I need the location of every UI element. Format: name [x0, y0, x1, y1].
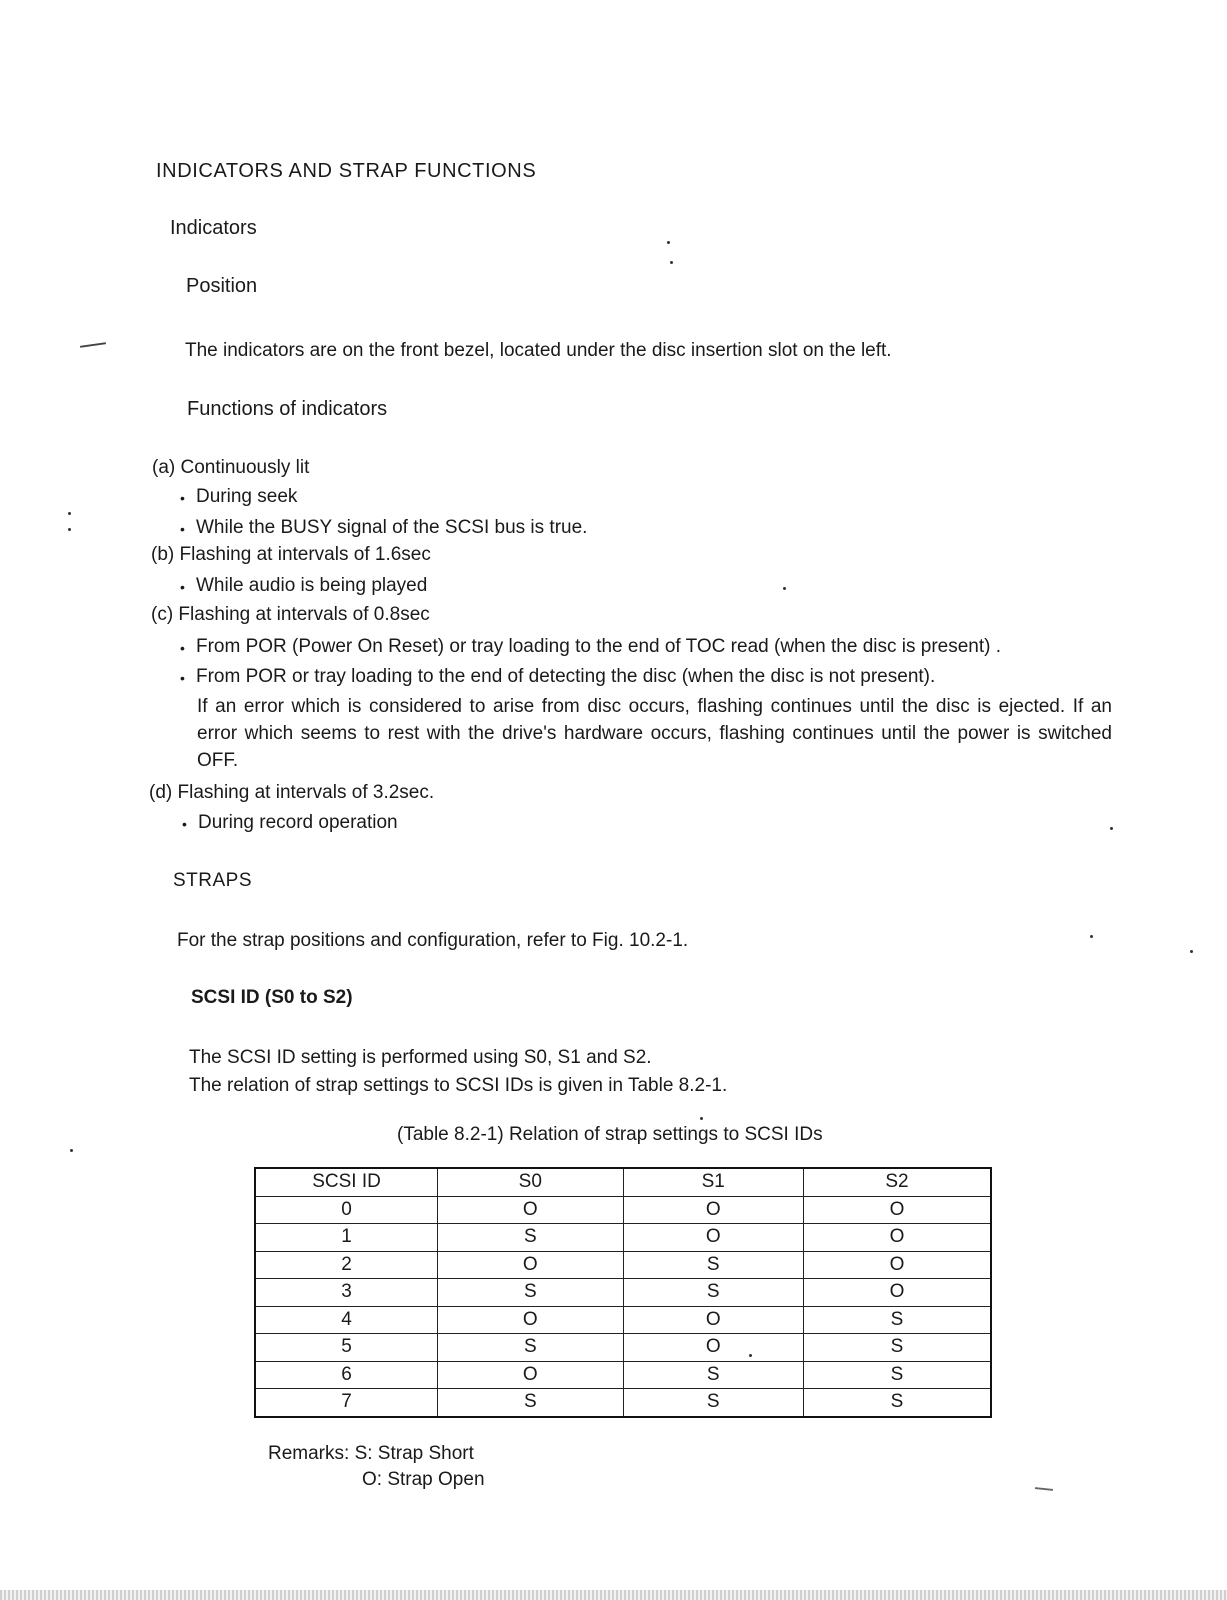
function-d-label: (d) Flashing at intervals of 3.2sec.	[149, 782, 435, 803]
table-cell: S	[438, 1334, 623, 1362]
scsi-text-line-1: The SCSI ID setting is performed using S0, S1 and S2.	[189, 1047, 652, 1068]
remarks-line-1: Remarks: S: Strap Short	[268, 1443, 474, 1464]
function-a-item: • While the BUSY signal of the SCSI bus is true.	[196, 517, 587, 539]
table-cell: 2	[255, 1251, 438, 1279]
table-cell: O	[623, 1224, 803, 1252]
table-row	[255, 1306, 991, 1334]
straps-intro: For the strap positions and configuration, refer to Fig. 10.2-1.	[177, 930, 689, 951]
table-row	[255, 1196, 991, 1224]
subsection-title-position: Position	[186, 275, 258, 297]
table-cell: 6	[255, 1361, 438, 1389]
table-caption: (Table 8.2-1) Relation of strap settings to SCSI IDs	[397, 1124, 823, 1145]
table-row	[255, 1279, 991, 1307]
table-row	[255, 1361, 991, 1389]
function-c-label: (c) Flashing at intervals of 0.8sec	[151, 604, 430, 625]
table-cell: S	[438, 1389, 623, 1417]
function-a-item: • During seek	[196, 486, 297, 508]
table-cell: O	[438, 1361, 623, 1389]
table-header-cell: SCSI ID	[255, 1168, 438, 1196]
page-heading: INDICATORS AND STRAP FUNCTIONS	[156, 160, 537, 182]
subsection-title-scsi-id: SCSI ID (S0 to S2)	[191, 987, 353, 1008]
function-d-item: • During record operation	[198, 812, 398, 834]
table-header-cell: S0	[438, 1168, 623, 1196]
scan-bottom-edge	[0, 1590, 1227, 1600]
table-cell: 5	[255, 1334, 438, 1362]
table-cell: O	[804, 1224, 992, 1252]
table-row	[255, 1224, 991, 1252]
scsi-text-line-2: The relation of strap settings to SCSI IDs is given in Table 8.2-1.	[189, 1075, 728, 1096]
table-cell: S	[804, 1334, 992, 1362]
table-cell: S	[623, 1361, 803, 1389]
function-c-item: • From POR (Power On Reset) or tray loading to the end of TOC read (when the disc is present) .	[196, 636, 1001, 658]
subsection-title-functions: Functions of indicators	[187, 398, 388, 420]
table-cell: 1	[255, 1224, 438, 1252]
table-cell: 4	[255, 1306, 438, 1334]
table-cell: O	[804, 1279, 992, 1307]
table-header-row	[255, 1168, 991, 1196]
table-row	[255, 1251, 991, 1279]
table-cell: O	[623, 1334, 803, 1362]
table-row	[255, 1334, 991, 1362]
table-row	[255, 1389, 991, 1417]
table-cell: S	[623, 1389, 803, 1417]
position-text: The indicators are on the front bezel, located under the disc insertion slot on the left.	[185, 340, 892, 361]
table-cell: S	[438, 1279, 623, 1307]
scan-mark	[1035, 1487, 1053, 1491]
table-header-cell: S2	[804, 1168, 992, 1196]
table-cell: O	[438, 1196, 623, 1224]
scan-mark	[80, 342, 106, 348]
section-title-indicators: Indicators	[170, 217, 257, 239]
table-cell: S	[623, 1279, 803, 1307]
table-cell: O	[623, 1306, 803, 1334]
function-b-label: (b) Flashing at intervals of 1.6sec	[151, 544, 431, 565]
table-cell: 7	[255, 1389, 438, 1417]
table-cell: O	[804, 1196, 992, 1224]
function-c-item: • From POR or tray loading to the end of detecting the disc (when the disc is not present).	[196, 666, 935, 688]
table-cell: O	[438, 1306, 623, 1334]
table-cell: S	[804, 1361, 992, 1389]
table-cell: O	[804, 1251, 992, 1279]
table-cell: S	[623, 1251, 803, 1279]
table-cell: O	[623, 1196, 803, 1224]
section-title-straps: STRAPS	[173, 870, 253, 891]
table-header-cell: S1	[623, 1168, 803, 1196]
table-cell: 0	[255, 1196, 438, 1224]
remarks-line-2: O: Strap Open	[362, 1469, 485, 1490]
table-cell: O	[438, 1251, 623, 1279]
function-a-label: (a) Continuously lit	[152, 457, 310, 478]
table-cell: 3	[255, 1279, 438, 1307]
table-cell: S	[438, 1224, 623, 1252]
function-b-item: • While audio is being played	[196, 575, 427, 597]
table-cell: S	[804, 1389, 992, 1417]
strap-settings-table	[254, 1167, 992, 1418]
table-cell: S	[804, 1306, 992, 1334]
function-c-note: If an error which is considered to arise from disc occurs, flashing continues until the disc is ejected. If an error which seems to rest with the drive's hardware occurs, flashing continues until the power is switched OFF.	[197, 696, 1112, 771]
